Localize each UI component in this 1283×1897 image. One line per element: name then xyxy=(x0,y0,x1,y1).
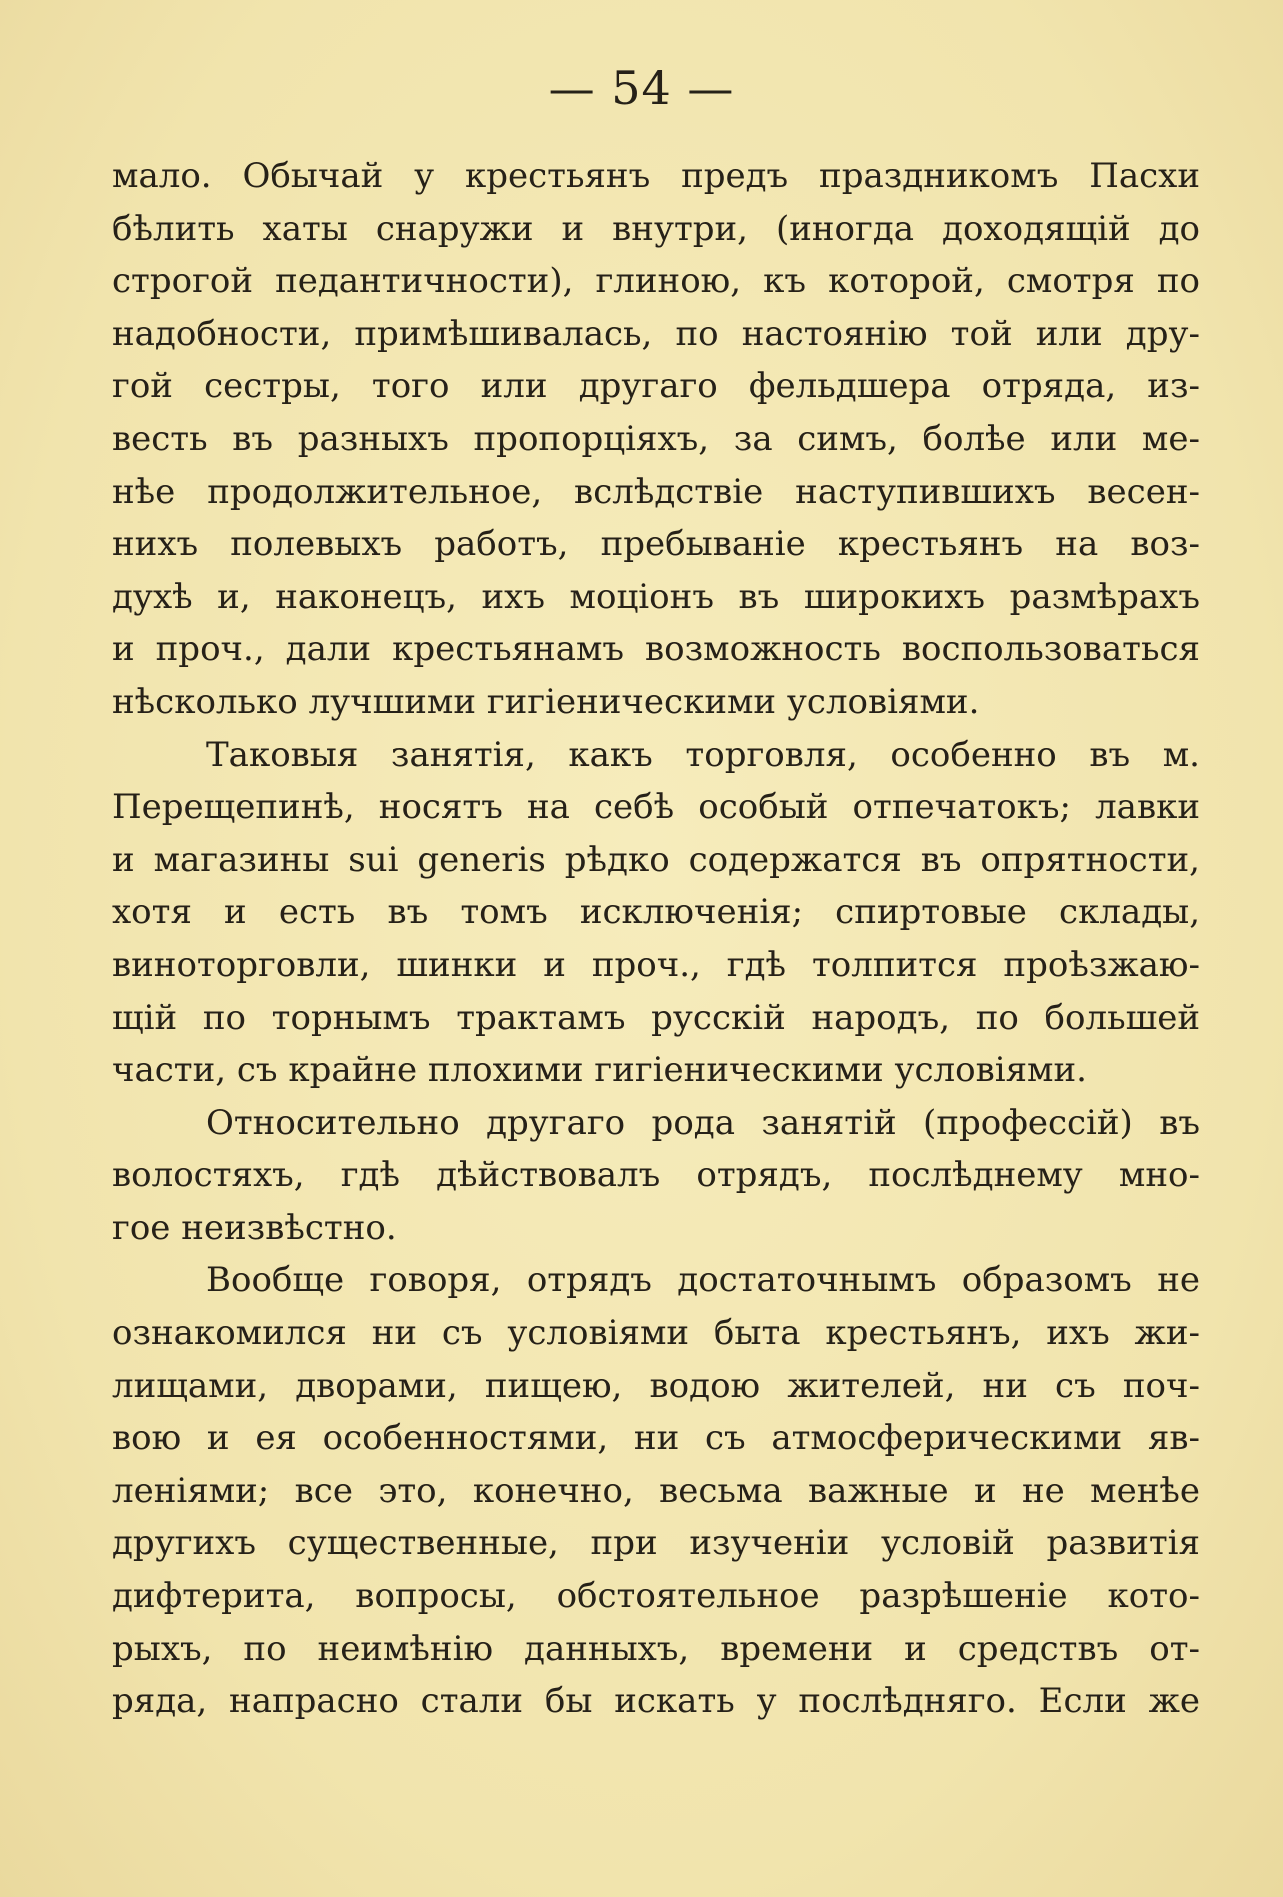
text-line: и магазины sui generis рѣдко содержатся въ опрятности, xyxy=(112,839,1200,880)
text-line: гой сестры, того или другаго фельдшера отряда, из- xyxy=(112,366,1200,407)
text-line: духѣ и, наконецъ, ихъ моціонъ въ широкихъ размѣрахъ xyxy=(112,576,1200,617)
text-line: вою и ея особенностями, ни съ атмосферическими яв- xyxy=(112,1418,1200,1459)
text-line: гое неизвѣстно. xyxy=(112,1207,397,1248)
paragraph xyxy=(112,1254,1200,1727)
text-line: щій по торнымъ трактамъ русскій народъ, по большей xyxy=(112,997,1200,1038)
text-line: Таковыя занятія, какъ торговля, особенно въ м. xyxy=(206,734,1200,775)
page-number: — 54 — xyxy=(548,61,735,115)
body-text xyxy=(112,150,1200,1728)
paragraph xyxy=(112,729,1200,1097)
text-line: бѣлить хаты снаружи и внутри, (иногда доходящій до xyxy=(112,208,1200,249)
paragraph xyxy=(112,150,1200,729)
text-line: ряда, напрасно стали бы искать у послѣдняго. Если же xyxy=(112,1681,1200,1722)
text-line: мало. Обычай у крестьянъ предъ праздникомъ Пасхи xyxy=(112,156,1200,196)
text-line: весть въ разныхъ пропорціяхъ, за симъ, болѣе или ме- xyxy=(112,418,1200,459)
text-line: и проч., дали крестьянамъ возможность воспользоваться xyxy=(112,629,1200,670)
text-line: дифтерита, вопросы, обстоятельное разрѣшеніе кото- xyxy=(112,1576,1200,1617)
text-line: нихъ полевыхъ работъ, пребываніе крестьянъ на воз- xyxy=(112,524,1200,565)
text-line: волостяхъ, гдѣ дѣйствовалъ отрядъ, послѣднему мно- xyxy=(112,1155,1200,1196)
text-line: нѣсколько лучшими гигіеническими условіями. xyxy=(112,681,980,722)
text-line: Относительно другаго рода занятій (профессій) въ xyxy=(206,1102,1200,1143)
text-line: леніями; все это, конечно, весьма важные и не менѣе xyxy=(112,1470,1200,1511)
text-line: нѣе продолжительное, вслѣдствіе наступившихъ весен- xyxy=(112,471,1200,512)
text-line: Перещепинѣ, носятъ на себѣ особый отпечатокъ; лавки xyxy=(112,787,1200,828)
text-line: строгой педантичности), глиною, къ которой, смотря по xyxy=(112,261,1200,302)
text-line: хотя и есть въ томъ исключенія; спиртовые склады, xyxy=(112,892,1200,933)
paragraph xyxy=(112,1097,1200,1255)
text-line: другихъ существенные, при изученіи условій развитія xyxy=(112,1523,1200,1564)
text-line: части, съ крайне плохими гигіеническими условіями. xyxy=(112,1050,1087,1091)
text-line: Вообще говоря, отрядъ достаточнымъ образомъ не xyxy=(206,1260,1200,1301)
text-line: ознакомился ни съ условіями быта крестьянъ, ихъ жи- xyxy=(112,1313,1200,1354)
text-line: виноторговли, шинки и проч., гдѣ толпится проѣзжаю- xyxy=(112,944,1200,985)
text-line: лищами, дворами, пищею, водою жителей, ни съ поч- xyxy=(112,1365,1200,1406)
text-line: рыхъ, по неимѣнію данныхъ, времени и средствъ от- xyxy=(112,1628,1200,1669)
text-line: надобности, примѣшивалась, по настоянію той или дру- xyxy=(112,313,1200,354)
